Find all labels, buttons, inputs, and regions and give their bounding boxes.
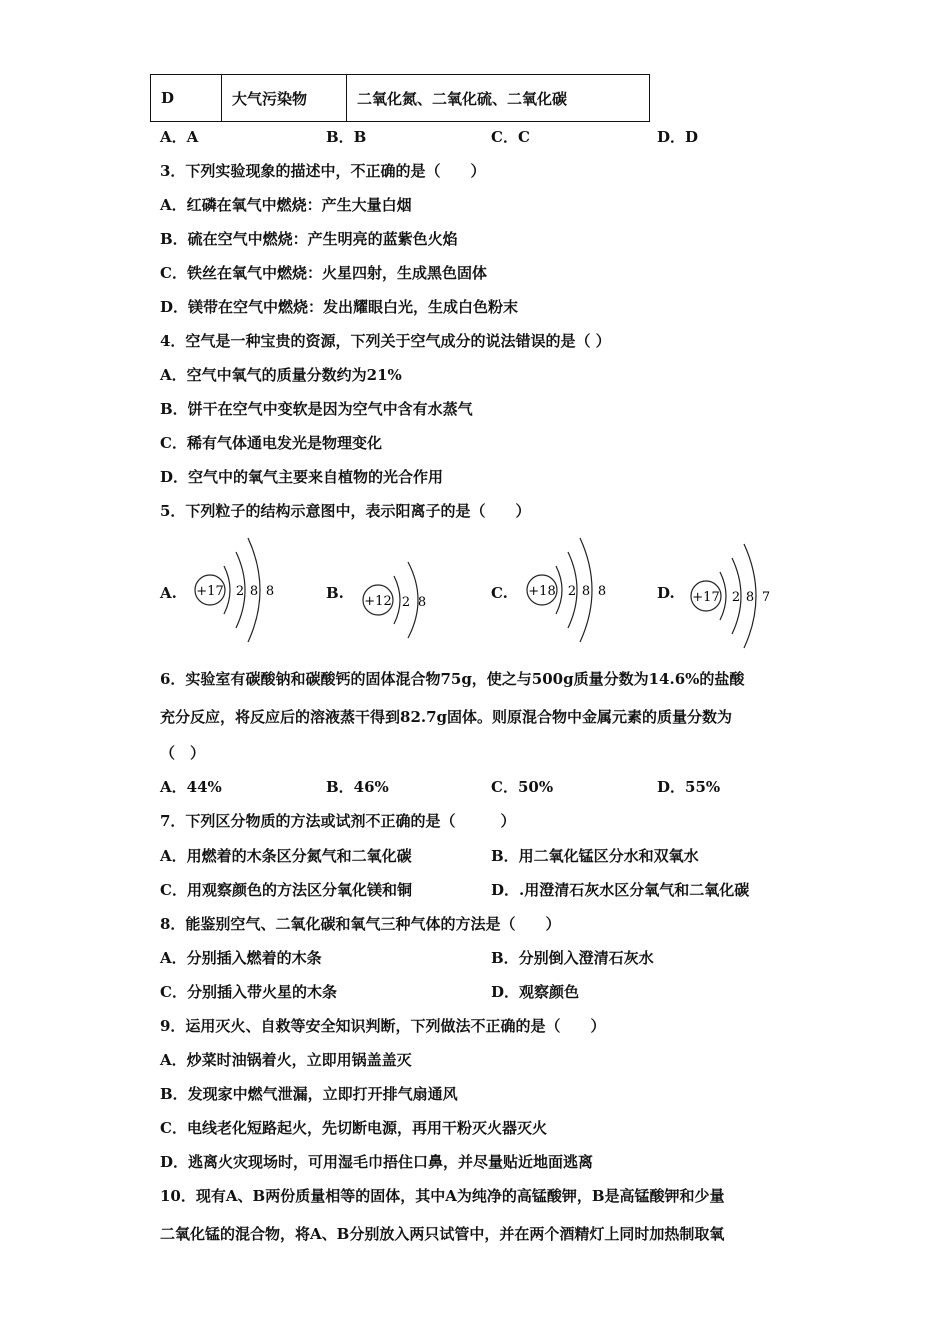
q6-option-a: A．44%	[160, 778, 222, 796]
atom-diagram-d	[686, 536, 781, 651]
q3-option-d: D．镁带在空气中燃烧：发出耀眼白光，生成白色粉末	[160, 298, 519, 316]
q9-option-d: D．逃离火灾现场时，可用湿毛巾捂住口鼻，并尽量贴近地面逃离	[160, 1153, 594, 1171]
electron-count: 8	[745, 590, 755, 605]
nucleus-charge: +18	[528, 584, 556, 599]
q7-option-b: B．用二氧化锰区分水和双氧水	[491, 847, 699, 865]
q9-option-b: B．发现家中燃气泄漏，立即打开排气扇通风	[160, 1085, 458, 1103]
atom-diagram-a	[190, 530, 285, 645]
electron-shell-arc	[394, 576, 400, 624]
q2-option-b: B．B	[326, 128, 367, 146]
electron-count: 2	[401, 595, 411, 610]
q5-option-c-letter: C.	[491, 584, 508, 602]
q10-stem-line2: 二氧化锰的混合物，将A、B分别放入两只试管中，并在两个酒精灯上同时加热制取氧	[160, 1225, 725, 1243]
nucleus-charge: +17	[692, 590, 720, 605]
q8-option-d: D．观察颜色	[491, 983, 580, 1001]
q8-option-b: B．分别倒入澄清石灰水	[491, 949, 654, 967]
q8-option-a: A．分别插入燃着的木条	[160, 949, 322, 967]
answer-table	[150, 74, 650, 122]
q4-option-b: B．饼干在空气中变软是因为空气中含有水蒸气	[160, 400, 473, 418]
q4-option-d: D．空气中的氧气主要来自植物的光合作用	[160, 468, 444, 486]
q9-stem: 9．运用灭火、自救等安全知识判断，下列做法不正确的是（ ）	[160, 1017, 606, 1035]
electron-count: 8	[265, 584, 275, 599]
q7-option-c: C．用观察颜色的方法区分氧化镁和铜	[160, 881, 412, 899]
q5-option-a-letter: A.	[160, 584, 177, 602]
table-row	[151, 75, 650, 122]
electron-count: 2	[235, 584, 245, 599]
nucleus-charge: +17	[196, 584, 224, 599]
q6-option-b: B．46%	[326, 778, 389, 796]
q7-option-d: D．.用澄清石灰水区分氧气和二氧化碳	[491, 881, 750, 899]
q6-stem-line1: 6．实验室有碳酸钠和碳酸钙的固体混合物75g，使之与500g质量分数为14.6%的盐酸	[160, 670, 745, 688]
q8-option-c: C．分别插入带火星的木条	[160, 983, 337, 1001]
q3-option-a: A．红磷在氧气中燃烧：产生大量白烟	[160, 196, 412, 214]
electron-count: 2	[731, 590, 741, 605]
table-cell-substances: 二氧化氮、二氧化硫、二氧化碳	[347, 75, 650, 122]
q5-option-b-letter: B.	[326, 584, 344, 602]
electron-count: 8	[249, 584, 259, 599]
q2-option-a: A．A	[160, 128, 199, 146]
q7-option-a: A．用燃着的木条区分氮气和二氧化碳	[160, 847, 412, 865]
table-cell-category: 大气污染物	[222, 75, 347, 122]
q9-option-c: C．电线老化短路起火，先切断电源，再用干粉灭火器灭火	[160, 1119, 547, 1137]
q9-option-a: A．炒菜时油锅着火，立即用锅盖盖灭	[160, 1051, 412, 1069]
atom-diagram-b	[358, 550, 438, 640]
q5-stem: 5．下列粒子的结构示意图中，表示阳离子的是（ ）	[160, 502, 531, 520]
q6-option-c: C．50%	[491, 778, 554, 796]
q8-stem: 8．能鉴别空气、二氧化碳和氧气三种气体的方法是（ ）	[160, 915, 561, 933]
q2-option-d: D．D	[657, 128, 699, 146]
electron-count: 7	[761, 590, 771, 605]
q5-option-d-letter: D.	[657, 584, 675, 602]
q3-option-b: B．硫在空气中燃烧：产生明亮的蓝紫色火焰	[160, 230, 458, 248]
atom-diagram-c	[522, 530, 617, 645]
q10-stem-line1: 10．现有A、B两份质量相等的固体，其中A为纯净的高锰酸钾，B是高锰酸钾和少量	[160, 1187, 725, 1205]
q7-stem: 7．下列区分物质的方法或试剂不正确的是（ ）	[160, 812, 516, 830]
q4-option-a: A．空气中氧气的质量分数约为21%	[160, 366, 402, 384]
q4-stem: 4．空气是一种宝贵的资源，下列关于空气成分的说法错误的是（ ）	[160, 332, 611, 350]
q4-option-c: C．稀有气体通电发光是物理变化	[160, 434, 382, 452]
q3-stem: 3．下列实验现象的描述中，不正确的是（ ）	[160, 162, 486, 180]
electron-count: 8	[581, 584, 591, 599]
electron-count: 8	[597, 584, 607, 599]
q6-stem-line2: 充分反应，将反应后的溶液蒸干得到82.7g固体。则原混合物中金属元素的质量分数为	[160, 708, 733, 726]
electron-count: 2	[567, 584, 577, 599]
nucleus-charge: +12	[364, 594, 392, 609]
table-cell-option: D	[151, 75, 222, 122]
q2-option-c: C．C	[491, 128, 530, 146]
electron-count: 8	[417, 595, 427, 610]
q3-option-c: C．铁丝在氧气中燃烧：火星四射，生成黑色固体	[160, 264, 487, 282]
q6-stem-line3: （ ）	[160, 744, 206, 762]
q6-option-d: D．55%	[657, 778, 721, 796]
